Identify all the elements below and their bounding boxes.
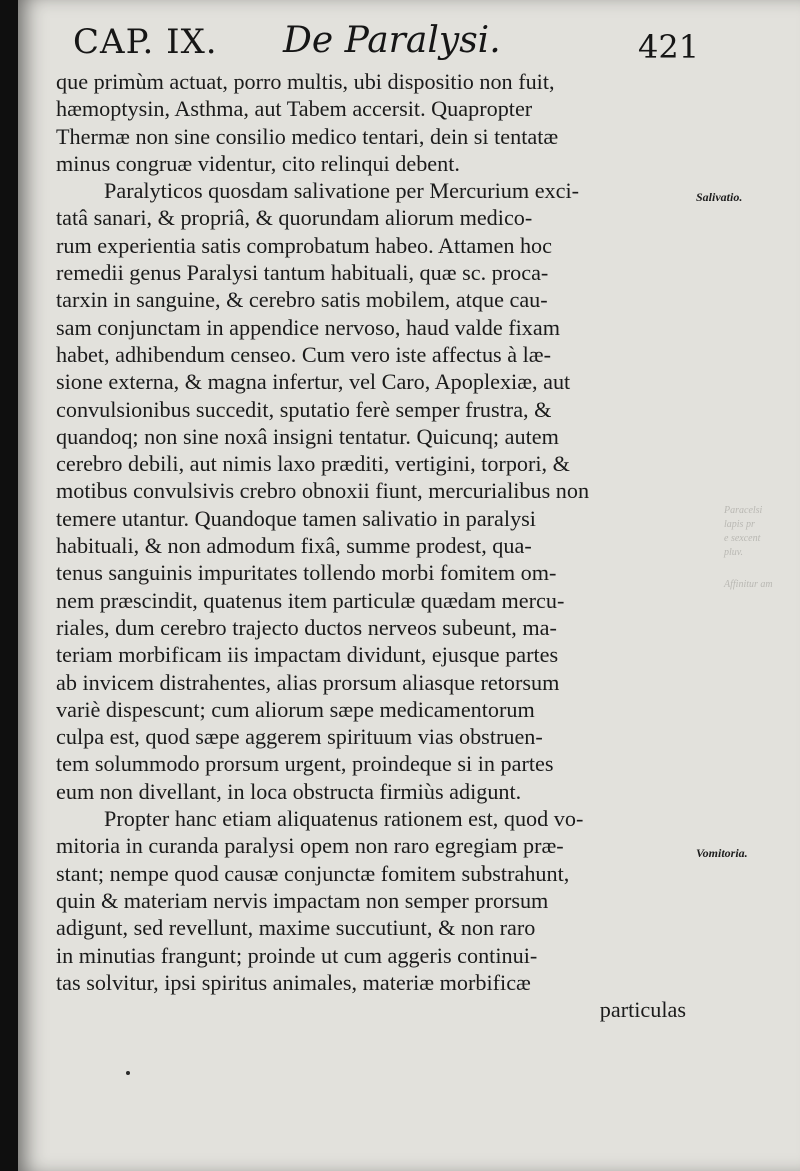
text-line: culpa est, quod sæpe aggerem spirituum vias obstruen- (56, 724, 543, 750)
paragraph-start-line: Propter hanc etiam aliquatenus rationem est, quod vo- (104, 806, 584, 832)
text-line: tarxin in sanguine, & cerebro satis mobilem, atque cau- (56, 287, 548, 313)
chapter-heading: CAP. IX. (73, 22, 218, 62)
catchword: particulas (599, 997, 686, 1023)
text-line: motibus convulsivis crebro obnoxii fiunt, mercurialibus non (56, 478, 590, 504)
text-line: cerebro debili, aut nimis laxo præditi, vertigini, torpori, & (56, 451, 570, 477)
text-line: quin & materiam nervis impactam non semper prorsum (56, 887, 549, 913)
margin-note-vomitoria: Vomitoria. (696, 846, 748, 860)
text-line: minus congruæ videntur, cito relinqui debent. (56, 150, 460, 176)
text-line: in minutias frangunt; proinde ut cum aggeris continui- (56, 942, 538, 968)
text-line: tenus sanguinis impuritates tollendo morbi fomitem om- (56, 560, 557, 586)
bleed-through-text: e sexcent (724, 533, 761, 544)
text-line: temere utantur. Quandoque tamen salivatio in paralysi (56, 505, 536, 531)
text-line: riales, dum cerebro trajecto ductos nerveos subeunt, ma- (56, 614, 557, 640)
text-line: habituali, & non admodum fixâ, summe prodest, qua- (56, 533, 532, 559)
text-line: tatâ sanari, & propriâ, & quorundam aliorum medico- (56, 205, 533, 231)
text-line: Thermæ non sine consilio medico tentari, dein si tentatæ (56, 123, 559, 149)
book-page (18, 0, 800, 1171)
text-line: stant; nempe quod causæ conjunctæ fomitem substrahunt, (56, 860, 570, 886)
text-line: sam conjunctam in appendice nervoso, haud valde fixam (56, 314, 560, 340)
margin-note-salivatio: Salivatio. (696, 190, 743, 204)
text-line: sione externa, & magna infertur, vel Caro, Apoplexiæ, aut (56, 369, 571, 395)
text-line: habet, adhibendum censeo. Cum vero iste affectus à læ- (56, 341, 551, 367)
page-number: 421 (638, 28, 700, 66)
text-line: variè dispescunt; cum aliorum sæpe medicamentorum (56, 696, 535, 722)
text-line: tem solummodo prorsum urgent, proindeque si in partes (56, 751, 554, 777)
text-line: que primùm actuat, porro multis, ubi dispositio non fuit, (56, 69, 555, 94)
text-line: rum experientia satis comprobatum habeo. Attamen hoc (56, 232, 552, 258)
body-text (56, 68, 686, 1023)
text-line: tas solvitur, ipsi spiritus animales, materiæ morbificæ (56, 969, 531, 995)
bleed-through-text: pluv. (724, 547, 743, 558)
page-title: De Paralysi. (283, 20, 501, 61)
text-line: ab invicem distrahentes, alias prorsum aliasque retorsum (56, 669, 560, 695)
bleed-through-text: Affinitur am (724, 579, 773, 590)
text-line: convulsionibus succedit, sputatio ferè semper frustra, & (56, 396, 552, 422)
paragraph-start-line: Paralyticos quosdam salivatione per Mercurium exci- (104, 178, 580, 204)
text-line: mitoria in curanda paralysi opem non raro egregiam præ- (56, 833, 564, 859)
bleed-through-text: lapis pr (724, 519, 755, 530)
text-line: hæmoptysin, Asthma, aut Tabem accersit. Quapropter (56, 96, 533, 122)
text-line: remedii genus Paralysi tantum habituali, quæ sc. proca- (56, 260, 549, 286)
ink-speck (126, 1071, 130, 1075)
text-line: eum non divellant, in loca obstructa firmiùs adigunt. (56, 778, 522, 804)
text-line: quandoq; non sine noxâ insigni tentatur. Quicunq; autem (56, 423, 559, 449)
running-header (73, 14, 700, 74)
text-line: teriam morbificam iis impactam dividunt, ejusque partes (56, 642, 559, 668)
text-line: adigunt, sed revellunt, maxime succutiunt, & non raro (56, 915, 536, 941)
text-line: nem præscindit, quatenus item particulæ quædam mercu- (56, 587, 565, 613)
bleed-through-text: Paracelsi (724, 505, 763, 516)
